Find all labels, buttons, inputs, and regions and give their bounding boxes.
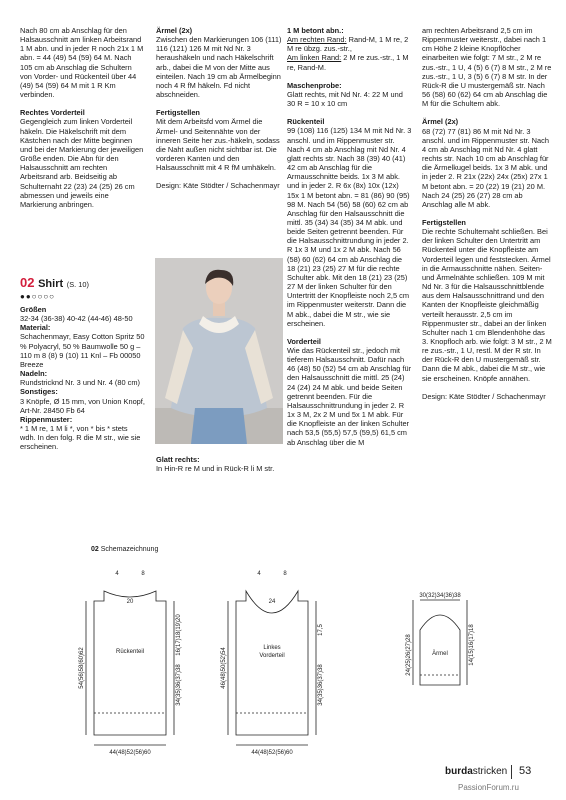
- maschenprobe-text: Glatt rechts, mit Nd Nr. 4: 22 M und 30 R = 10 x 10 cm: [287, 89, 403, 109]
- lrand-text: 2 M re zus.-str., 1 M re, Rand-M.: [287, 53, 409, 72]
- rv-title: Rechtes Vorderteil: [20, 108, 85, 118]
- rippenmuster-title: Rippenmuster:: [20, 414, 73, 424]
- brand-part-b: stricken: [472, 766, 508, 777]
- sleeve-outline: [420, 615, 460, 685]
- nadeln-text: Rundstricknd Nr. 3 und Nr. 4 (80 cm): [20, 378, 140, 388]
- aermel-text-2: 68 (72) 77 (81) 86 M mit Nd Nr. 3 anschl. und im Rippenmuster str. Nach 4 cm ab Anschlag mit Nd Nr. 4 glatt rechts str. Nach 10 cm ab Anschlag für die Ärmelkugel beids. 1x 3 M abk. und in jeder 2. R 21x (22x) 24x (25x) 27x 1 M betont abn. = 20 (22) 19 (21) 20 M. Nach 24 (25) 26 (27) 28 cm ab Anschlag alle M abk.: [422, 126, 549, 209]
- schematic-drawing: [0, 555, 566, 760]
- aermel-title-1: Ärmel (2x): [156, 26, 193, 35]
- column-2: [156, 26, 284, 191]
- sleeve-top-width: 30(32)34(36)38: [419, 593, 461, 599]
- fertig-text-2: Die rechte Schulternaht schließen. Bei der linken Schulter den Untertritt am Rückenteil unter die Knopfleiste am Vorderteil legen und feststecken. Ärmel in die Armausschnitte nähen. Seiten- und Ärmelnähte schließen. 109 M mit Nd Nr. 3 für die Halsausschnittblende aus dem Halsausschnittrand und den Kanten der Knopfleiste gleichmäßig verteilt herausstr. 2,5 cm im Rippenmuster str., dabei an der linken Schulter nach 1 cm Blendenhöhe das 3. Knopfloch arb. wie folgt: 3 M str., 2 M re zus.-str., 1 U, restl. M der R str. In der Rück-R den U mustergemäß str. Dann die M abk., dabei die M str., wie sie erscheinen. Knöpfe annähen.: [422, 227, 552, 383]
- page-number: 53: [519, 765, 532, 777]
- glatt-title: Glatt rechts:: [156, 455, 200, 464]
- front-top-dim-left: 4: [257, 571, 261, 577]
- watermark: PassionForum.ru: [458, 783, 519, 792]
- maschenprobe-title: Maschenprobe:: [287, 80, 342, 90]
- lrand-label: Am linken Rand:: [287, 53, 342, 63]
- schema-heading: [91, 546, 158, 553]
- material-text: Schachenmayr, Easy Cotton Spritz 50 % Polyacryl, 50 % Baumwolle 50 g – 110 m 8 (8) 9 (10) 11 Knl – Fb 00050 Breeze: [20, 332, 145, 369]
- rv-text: Gegengleich zum linken Vorderteil häkeln. Die Häkelschrift mit dem Kästchen nach der Mitte beginnen und bei der Markierung der jeweiligen Größe enden. Die Abn für den Halsausschnitt am rechten Arbeitsrand arb. Beidseitig ab Schulternaht 22 (23) 24 (25) 26 cm abmessen und jeweils eine Markierung anbringen.: [20, 117, 144, 209]
- front-neck-width: 24: [268, 599, 276, 605]
- col4-intro: am rechten Arbeitsrand 2,5 cm im Rippenmuster weiterstr., dabei nach 1 cm Höhe 2 kleine Knopflöcher einarbeiten wie folgt: 7 M str., 2 M re zus.-str., 1 U, 4 (5) 6 (7) 8 M str., 2 M re zus.-str., 1 U, 3 (5) 6 (7) 8 M str. In der Rück-R die U mustergemäß str. Nach 56 (58) 60 (62) 64 cm ab Anschlag die M für die Schultern abk.: [422, 26, 552, 109]
- back-height: 54(56)58(60)62: [79, 647, 85, 689]
- sleeve-label: Ärmel: [432, 651, 448, 657]
- specs-block: [20, 305, 145, 452]
- design-credit-1: Design: Käte Stödter / Schachenmayr: [156, 181, 280, 191]
- vorderteil-text: Wie das Rückenteil str., jedoch mit tieferem Halsausschnitt. Dafür nach 46 (48) 50 (52) 54 cm ab Anschlag für den Halsausschnitt die mittl. 25 (24) 24 (24) 24 M abk. und beide Seiten getrennt beenden. Für die Halsausschnittrundung in jeder 2. R 1x 3 M, 2x 2 M und 5x 1 M abk. Für die Knopfleiste an der linken Schulter nach 53,5 (55,5) 57,5 (59,5) 61,5 cm ab Anschlag über die M: [287, 346, 412, 447]
- shirt-ref: (S. 10): [66, 280, 89, 289]
- front-height: 46(48)50(52)54: [221, 647, 227, 689]
- schema-title-text: Schemazeichnung: [100, 546, 159, 553]
- footer-brand: [445, 766, 507, 777]
- model-photo: [155, 258, 283, 444]
- sonstiges-text: 3 Knöpfe, Ø 15 mm, von Union Knopf, Art-Nr. 28450 Fb 64: [20, 396, 145, 415]
- sonstiges-title: Sonstiges:: [20, 387, 58, 397]
- back-label: Rückenteil: [115, 649, 145, 655]
- col1-intro: Nach 80 cm ab Anschlag für den Halsausschnitt am linken Arbeitsrand 1 M abn. und in jeder R noch 21x 1 M abn. = 44 (49) 54 (59) 64 M. Nach 105 cm ab Anschlag die Schultern von Vorder- und Rückenteil über 44 (49) 54 (59) 64 M mit 1 R Km verbinden.: [20, 26, 144, 100]
- shirt-number: 02: [20, 275, 35, 290]
- shirt-name: Shirt: [38, 278, 64, 290]
- aermel-title-2: Ärmel (2x): [422, 117, 459, 127]
- glatt-text: In Hin-R re M und in Rück-R li M str.: [156, 464, 275, 474]
- fertig-text-1: Mit dem Arbeitsfd vom Ärmel die Ärmel- und Seitennähte von der inneren Seite her zus.-häkeln, sodass die Naht außen nicht sichtbar ist. Die vorderen Kanten und den Halsausschnitt mit 4 R fM umhäkeln.: [156, 117, 280, 173]
- column-3: [287, 26, 412, 447]
- linker-rand: [287, 53, 412, 71]
- back-neck-width: 20: [126, 599, 134, 605]
- shirt-heading: [20, 275, 89, 290]
- groessen-text: 32-34 (36-38) 40-42 (44-46) 48-50: [20, 314, 133, 324]
- betont-abn-title: 1 M betont abn.:: [287, 26, 344, 35]
- fertig-title-2: Fertigstellen: [422, 217, 466, 227]
- front-side: 34(35)36(37)38: [318, 664, 324, 706]
- front-top-dim-right: 8: [283, 571, 287, 577]
- design-credit-2: Design: Käte Stödter / Schachenmayr: [422, 391, 546, 401]
- top-dim-left: 4: [115, 571, 119, 577]
- rippenmuster-text: * 1 M re, 1 M li *, von * bis * stets wdh. In den folg. R die M str., wie sie erscheinen.: [20, 424, 141, 452]
- sleeve-cap-b: 14(15)16(17)18: [469, 624, 475, 666]
- fertig-title-1: Fertigstellen: [156, 108, 200, 118]
- aermel-text-1: Zwischen den Markierungen 106 (111) 116 (121) 126 M mit Nd Nr. 3 heraushäkeln und nach Häkelschrift arb., dabei die M von der Mitte aus einteilen. Nach 19 cm ab Ärmelbeginn noch 4 R fM häkeln. Fd nicht abschneiden.: [156, 35, 282, 100]
- back-piece-outline: [94, 591, 166, 735]
- front-width: 44(48)52(56)60: [251, 750, 293, 756]
- front-label-2: Vorderteil: [259, 653, 285, 659]
- nadeln-title: Nadeln:: [20, 369, 48, 379]
- top-dim-right: 8: [141, 571, 145, 577]
- footer-divider: [511, 765, 512, 779]
- groessen-title: Größen: [20, 305, 47, 314]
- material-title: Material:: [20, 323, 51, 333]
- glatt-rechts-block: [156, 455, 284, 473]
- back-width: 44(48)52(56)60: [109, 750, 151, 756]
- column-1: [20, 26, 145, 209]
- front-label-1: Linkes: [263, 645, 281, 651]
- front-armhole: 17,5: [318, 624, 324, 636]
- back-armhole: 16(17)18(19)20: [176, 614, 182, 656]
- model-photo-illustration: [155, 258, 283, 444]
- rueckenteil-title: Rückenteil: [287, 117, 325, 127]
- schema-number: 02: [91, 546, 99, 553]
- front-piece-outline: [236, 591, 308, 735]
- brand-part-a: burda: [445, 766, 473, 777]
- rueckenteil-text: 99 (108) 116 (125) 134 M mit Nd Nr. 3 anschl. und im Rippenmuster str. Nach 4 cm ab Anschlag mit Nd Nr. 4 glatt rechts str. Nach 38 (39) 40 (41) 42 cm ab Anschlag für die Armausschnitte beids. 1x 3 M abk. und in jeder 2. R 6x (8x) 10x (12x) 15x 1 M betont abn. = 81 (86) 90 (95) 98 M. Nach 54 (56) 58 (60) 62 cm ab Anschlag für den Halsausschnitt die mittl. 35 (34) 34 (35) 34 M abk. und beide Seiten getrennt beenden. Für die Halsausschnittrundung in jeder 2. R 1x 3 M und 1x 2 M abk. Nach 56 (58) 60 (62) 64 cm ab Anschlag die 18 (21) 23 (25) 27 M für die rechte Schulter abk. Mit den 18 (21) 23 (25) 27 M der linken Schulter für den Untertritt der Knopfleiste noch 2,5 cm im Rippenmuster weiterstr. Dann die M abk., dabei die M str., wie sie erscheinen.: [287, 126, 412, 328]
- rrand-text: Rand-M, 1 M re, 2 M re übzg. zus.-str.,: [287, 35, 409, 54]
- difficulty-dots: ●●○○○○: [20, 292, 55, 301]
- column-4: [422, 26, 552, 401]
- rrand-label: Am rechten Rand:: [287, 35, 347, 45]
- vorderteil-title: Vorderteil: [287, 336, 321, 346]
- rechter-rand: [287, 35, 412, 53]
- sleeve-cap-height: 24(25)26(27)28: [406, 634, 412, 676]
- back-side: 34(35)36(37)38: [176, 664, 182, 706]
